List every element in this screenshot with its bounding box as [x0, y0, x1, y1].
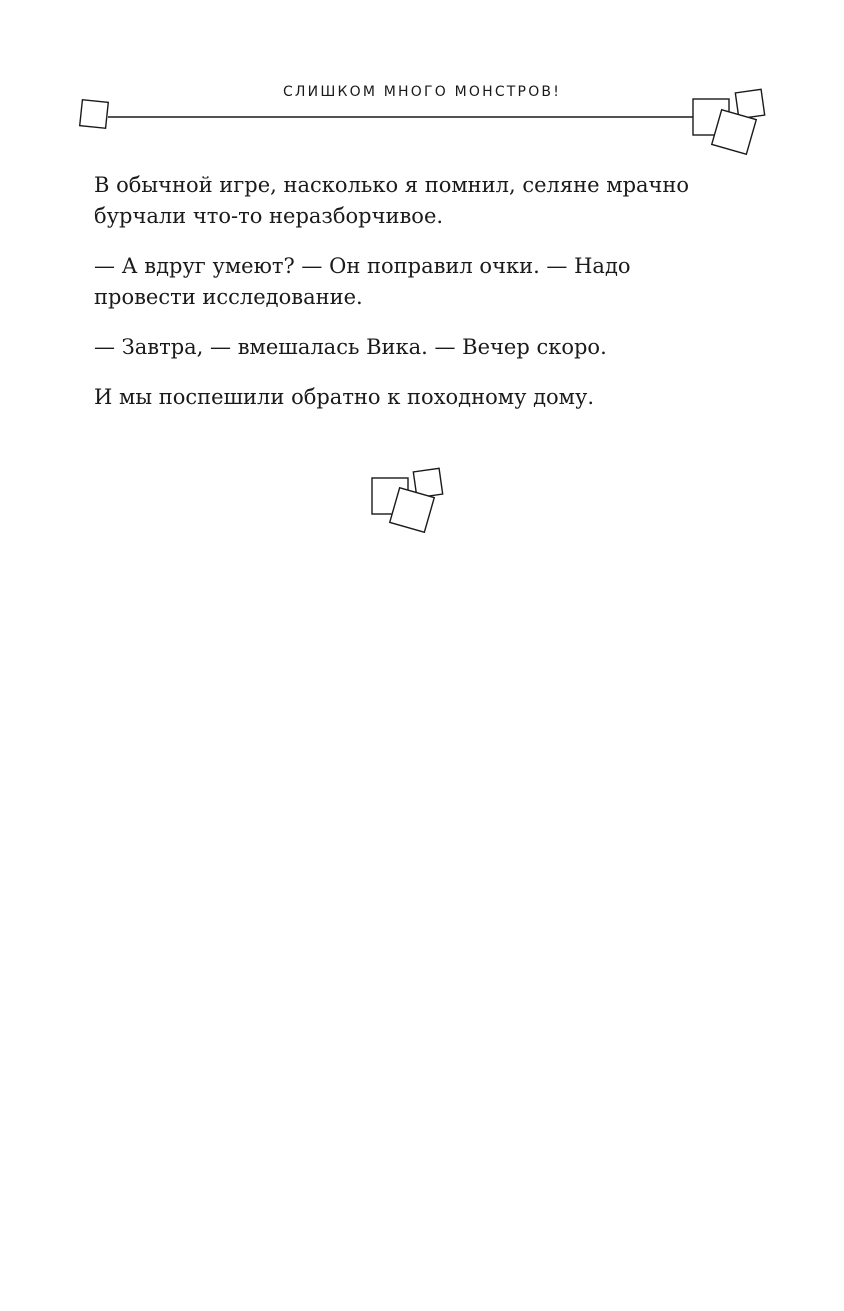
- running-head-title: СЛИШКОМ МНОГО МОНСТРОВ!: [282, 84, 562, 100]
- body-text: [94, 170, 754, 432]
- paragraph-2: — А вдруг умеют? — Он поправил очки. — Надо провести исследование.: [94, 254, 631, 309]
- paragraph-3: — Завтра, — вмешалась Вика. — Вечер скоро.: [94, 335, 607, 359]
- left-square-icon: [80, 100, 109, 129]
- paragraph-1: В обычной игре, насколько я помнил, селяне мрачно бурчали что-то неразборчивое.: [94, 173, 690, 228]
- header-rule-decoration: [0, 80, 844, 160]
- paragraph-4: И мы поспешили обратно к походному дому.: [94, 385, 595, 409]
- section-break-ornament: [360, 460, 450, 540]
